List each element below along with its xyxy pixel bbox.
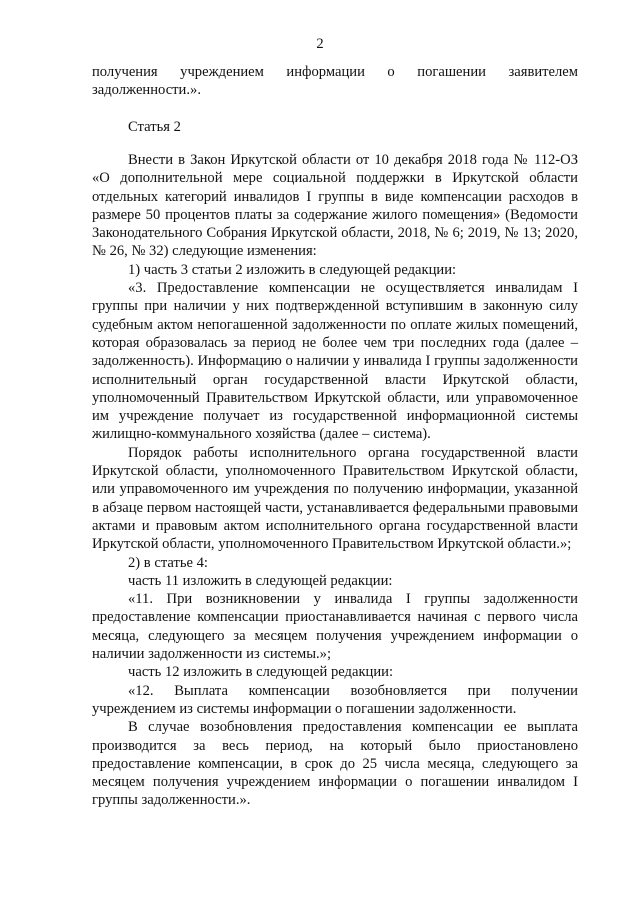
article-heading: Статья 2 xyxy=(128,119,181,135)
body-paragraph: часть 11 изложить в следующей редакции: xyxy=(128,572,393,589)
body-paragraph: 1) часть 3 статьи 2 изложить в следующей редакции: xyxy=(128,261,457,278)
body-paragraph: Внести в Закон Иркутской области от 10 декабря 2018 года № 112-ОЗ «О дополнительной мере социальной поддержки в Иркутской области отдельных категорий инвалидов I группы в виде компенсации расходов в размере 50 процентов платы за содержание жилого помещения» (Ведомости Законодательного Собрания Иркутской области, 2018, № 6; 2019, № 13; 2020, № 26, № 32) следующие изменения: xyxy=(92,152,578,260)
body-paragraph: «3. Предоставление компенсации не осуществляется инвалидам I группы при наличии у них подтвержденной вступившим в законную силу судебным актом непогашенной задолженности по оплате жилых помещений, которая образовалась за период не более чем три последних года (далее – задолженность). Информацию о наличии у инвалида I группы задолженности исполнительный орган государственной власти Иркутской области, уполномоченный Правительством Иркутской области, или управомоченное им учреждение получает из государственной информационной системы жилищно-коммунального хозяйства (далее – система). xyxy=(92,280,578,443)
body-paragraph: Порядок работы исполнительного органа государственной власти Иркутской области, уполномоченного Правительством Иркутской области, или управомоченного им учреждения по получению информации, указанной в абзаце первом настоящей части, устанавливается федеральными правовыми актами и правовым актом исполнительного органа государственной власти Иркутской области, уполномоченного Правительством Иркутской области.»; xyxy=(92,444,578,553)
body-paragraph: «12. Выплата компенсации возобновляется при получении учреждением из системы информации о погашении задолженности. xyxy=(92,682,578,717)
page-number: 2 xyxy=(316,36,324,52)
body-paragraph: В случае возобновления предоставления компенсации ее выплата производится за весь период, на который было приостановлено предоставление компенсации, в срок до 25 числа месяца, следующего за месяцем получения учреждением информации о погашении инвалидом I группы задолженности.». xyxy=(92,719,578,809)
intro-paragraph: получения учреждением информации о погашении заявителем задолженности.». xyxy=(92,64,578,99)
body-paragraph: «11. При возникновении у инвалида I группы задолженности предоставление компенсации приостанавливается начиная с первого числа месяца, следующего за месяцем получения учреждением информации о наличии задолженности из системы.»; xyxy=(92,591,578,663)
body-paragraph: 2) в статье 4: xyxy=(128,554,208,571)
article-body xyxy=(92,151,578,810)
intro-block xyxy=(92,63,578,100)
body-paragraph: часть 12 изложить в следующей редакции: xyxy=(128,664,394,681)
